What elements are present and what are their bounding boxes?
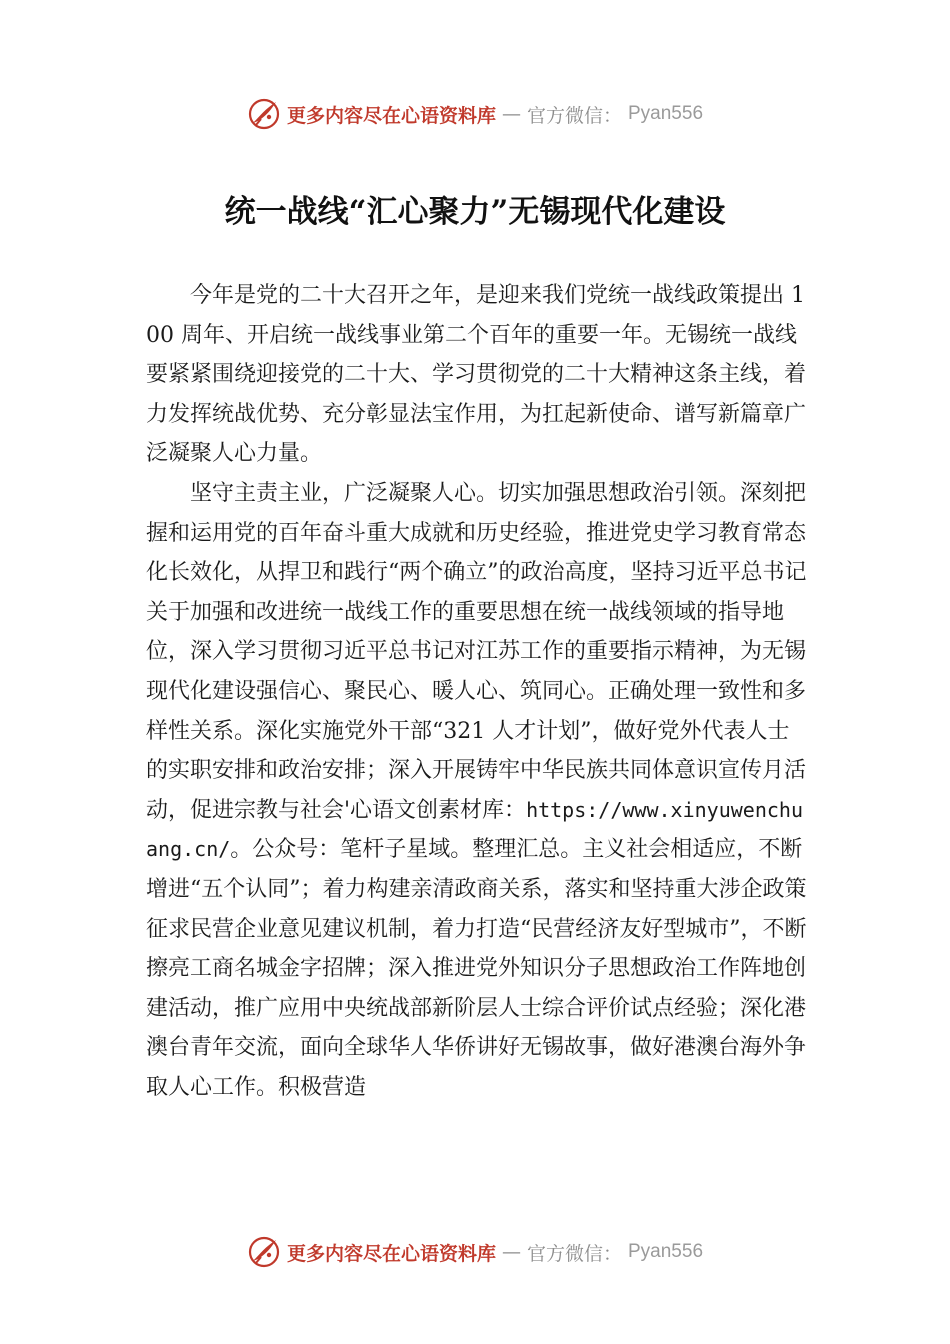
banner-wechat-id: Pyan556 bbox=[628, 103, 704, 124]
feather-pen-logo-icon bbox=[247, 1235, 281, 1269]
source-url-link[interactable]: https://www.xinyuwenchuang.cn/ bbox=[146, 797, 804, 862]
banner-dash: — bbox=[501, 1241, 521, 1263]
banner-site-name: 更多内容尽在心语资料库 bbox=[286, 104, 496, 127]
feather-pen-logo-icon bbox=[247, 97, 281, 131]
document-body bbox=[146, 276, 810, 1107]
banner-wechat-id: Pyan556 bbox=[628, 1241, 704, 1262]
banner-site-name: 更多内容尽在心语资料库 bbox=[286, 1242, 496, 1265]
paragraph-2 bbox=[146, 474, 810, 1108]
paragraph-2-part-1: 坚守主责主业，广泛凝聚人心。切实加强思想政治引领。深刻把握和运用党的百年奋斗重大成就和历史经验，推进党史学习教育常态化长效化，从捍卫和践行“两个确立”的政治高度，坚持习近平总书记关于加强和改进统一战线工作的重要思想在统一战线领域的指导地位，深入学习贯彻习近平总书记对江苏工作的重要指示精神，为无锡现代化建设强信心、聚民心、暖人心、筑同心。正确处理一致性和多样性关系。深化实施党外干部“321 人才计划”，做好党外代表人士的实职安排和政治安排；深入开展铸牢中华民族共同体意识宣传月活动，促进宗教与社会'心语文创素材库： bbox=[146, 480, 807, 823]
paragraph-1: 今年是党的二十大召开之年，是迎来我们党统一战线政策提出 100 周年、开启统一战线事业第二个百年的重要一年。无锡统一战线要紧紧围绕迎接党的二十大、学习贯彻党的二十大精神这条主线，着力发挥统战优势、充分彰显法宝作用，为扛起新使命、谱写新篇章广泛凝聚人心力量。 bbox=[146, 283, 807, 467]
paragraph-2-part-2: 。公众号：笔杆子星域。整理汇总。主义社会相适应，不断增进“五个认同”；着力构建亲清政商关系，落实和坚持重大涉企政策征求民营企业意见建议机制，着力打造“民营经济友好型城市”，不断擦亮工商名城金字招牌；深入推进党外知识分子思想政治工作阵地创建活动，推广应用中央统战部新阶层人士综合评价试点经验；深化港澳台青年交流，面向全球华人华侨讲好无锡故事，做好港澳台海外争取人心工作。积极营造 bbox=[146, 837, 807, 1100]
header-banner bbox=[0, 94, 950, 134]
document-title: 统一战线“汇心聚力”无锡现代化建设 bbox=[224, 194, 726, 230]
banner-wechat-label: 官方微信： bbox=[526, 104, 622, 127]
banner-wechat-label: 官方微信： bbox=[526, 1242, 622, 1265]
footer-banner bbox=[0, 1232, 950, 1272]
banner-dash: — bbox=[501, 103, 521, 125]
